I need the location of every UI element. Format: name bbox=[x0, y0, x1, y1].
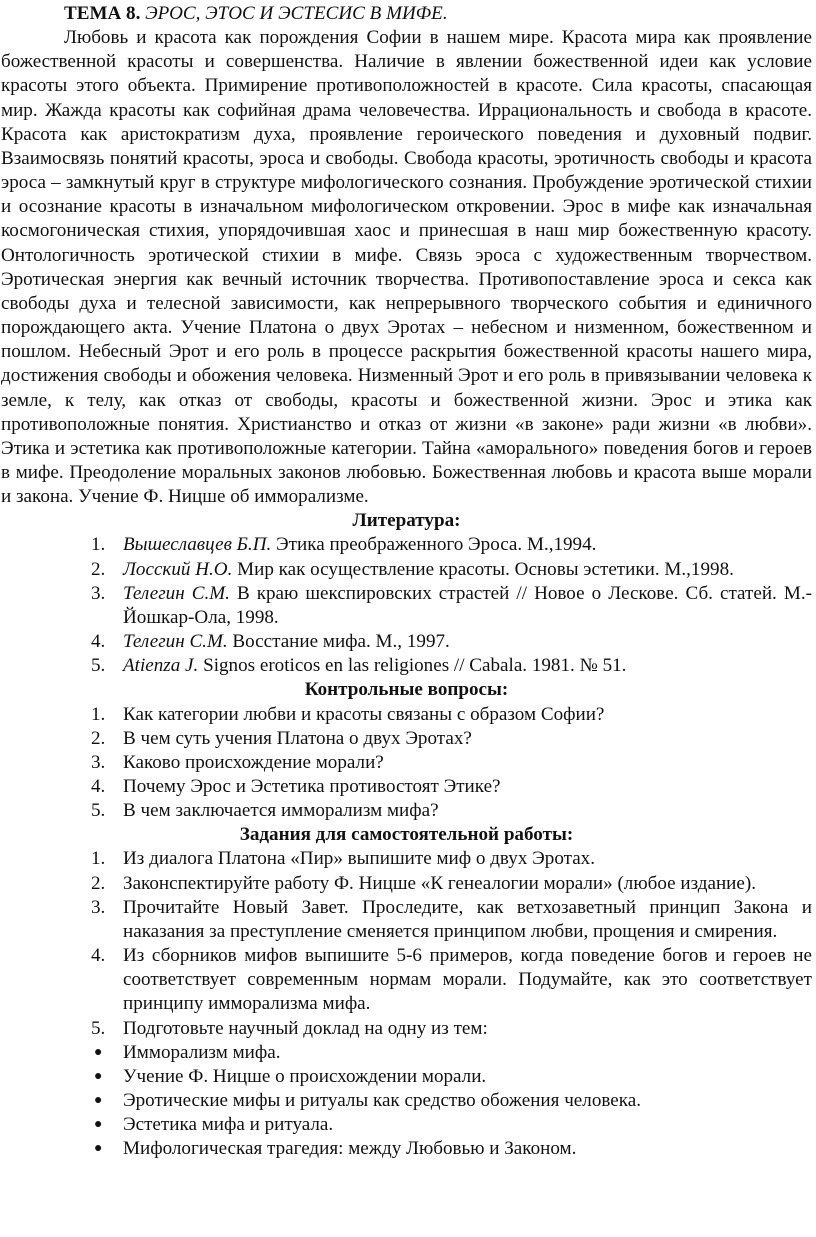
report-topic-item bbox=[1, 1065, 812, 1089]
list-number: 4. bbox=[91, 631, 106, 653]
topic-label: ТЕМА 8. bbox=[64, 3, 141, 24]
tasks-list bbox=[1, 847, 812, 1040]
report-topic-text: Имморализм мифа. bbox=[123, 1041, 281, 1063]
report-topics-list bbox=[1, 1041, 812, 1162]
list-number: 1. bbox=[91, 534, 106, 556]
list-number: 3. bbox=[91, 582, 106, 604]
literature-item bbox=[1, 533, 812, 557]
list-number: 5. bbox=[91, 655, 106, 677]
literature-item bbox=[1, 558, 812, 582]
literature-author: Телегин С.М. bbox=[123, 582, 230, 604]
literature-author: Телегин С.М. bbox=[123, 631, 228, 653]
tasks-section bbox=[1, 823, 812, 1161]
task-text: Подготовьте научный доклад на одну из тем: bbox=[123, 1017, 488, 1039]
topic-heading bbox=[1, 2, 812, 26]
literature-author: Atienza J. bbox=[123, 655, 199, 677]
task-text: Законспектируйте работу Ф. Ницше «К генеалогии морали» (любое издание). bbox=[123, 872, 756, 894]
literature-title: Этика преображенного Эроса. М.,1994. bbox=[271, 534, 597, 556]
list-number: 1. bbox=[91, 703, 106, 725]
report-topic-item bbox=[1, 1113, 812, 1137]
report-topic-item bbox=[1, 1137, 812, 1161]
questions-section bbox=[1, 678, 812, 823]
list-number: 3. bbox=[91, 751, 106, 773]
list-number: 4. bbox=[91, 945, 106, 967]
report-topic-text: Эстетика мифа и ритуала. bbox=[123, 1114, 334, 1136]
question-text: Как категории любви и красоты связаны с образом Софии? bbox=[123, 703, 605, 725]
bullet-icon: ● bbox=[94, 1093, 103, 1109]
question-text: Почему Эрос и Эстетика противостоят Этике? bbox=[123, 776, 501, 797]
question-text: В чем заключается имморализм мифа? bbox=[123, 800, 439, 822]
list-number: 4. bbox=[91, 776, 106, 797]
question-item bbox=[1, 727, 812, 751]
report-topic-item bbox=[1, 1041, 812, 1065]
questions-list bbox=[1, 703, 812, 824]
questions-heading: Контрольные вопросы: bbox=[304, 679, 509, 701]
question-text: В чем суть учения Платона о двух Эротах? bbox=[123, 727, 472, 749]
tasks-heading: Задания для самостоятельной работы: bbox=[239, 824, 574, 846]
task-text: Из диалога Платона «Пир» выпишите миф о двух Эротах. bbox=[123, 848, 595, 870]
literature-list bbox=[1, 533, 812, 678]
literature-item bbox=[1, 630, 812, 654]
bullet-icon: ● bbox=[94, 1044, 103, 1060]
list-number: 5. bbox=[91, 1017, 106, 1039]
literature-section bbox=[1, 509, 812, 678]
question-text: Каково происхождение морали? bbox=[123, 751, 384, 773]
task-item bbox=[1, 1017, 812, 1041]
report-topic-item bbox=[1, 1089, 812, 1113]
report-topic-text: Учение Ф. Ницше о происхождении морали. bbox=[123, 1065, 487, 1087]
literature-title: Signos eroticos en las religiones // Cabala. 1981. № 51. bbox=[198, 655, 627, 677]
literature-item bbox=[1, 654, 812, 678]
question-item bbox=[1, 799, 812, 823]
bullet-icon: ● bbox=[94, 1068, 103, 1084]
list-number: 5. bbox=[91, 800, 106, 822]
list-number: 2. bbox=[91, 558, 106, 580]
task-text: Прочитайте Новый Завет. Проследите, как ветхозаветный принцип Закона и наказания за преступление сменяется принципом любви, прощения и смирения. bbox=[123, 896, 812, 942]
question-item bbox=[1, 775, 812, 799]
literature-author: Лосский Н.О. bbox=[123, 558, 233, 580]
task-item bbox=[1, 896, 812, 944]
literature-item bbox=[1, 582, 812, 630]
task-text: Из сборников мифов выпишите 5-6 примеров, когда поведение богов и героев не соответствует современным нормам морали. Подумайте, как это соответствует принципу имморализма мифа. bbox=[123, 945, 812, 1015]
report-topic-text: Мифологическая трагедия: между Любовью и Законом. bbox=[123, 1138, 577, 1160]
question-item bbox=[1, 751, 812, 775]
task-item bbox=[1, 847, 812, 871]
list-number: 1. bbox=[91, 848, 106, 870]
bullet-icon: ● bbox=[94, 1141, 103, 1157]
topic-title: ЭРОС, ЭТОС И ЭСТЕСИС В МИФЕ. bbox=[145, 3, 448, 24]
question-item bbox=[1, 703, 812, 727]
bullet-icon: ● bbox=[94, 1117, 103, 1133]
literature-author: Вышеславцев Б.П. bbox=[123, 534, 272, 556]
list-number: 2. bbox=[91, 872, 106, 894]
list-number: 2. bbox=[91, 727, 106, 749]
literature-title: В краю шекспировских страстей // Новое о Лескове. Сб. статей. М.-Йошкар-Ола, 1998. bbox=[123, 582, 812, 628]
task-item bbox=[1, 944, 812, 1016]
list-number: 3. bbox=[91, 896, 106, 918]
literature-heading: Литература: bbox=[352, 510, 461, 532]
literature-title: Мир как осуществление красоты. Основы эстетики. М.,1998. bbox=[232, 558, 734, 580]
literature-title: Восстание мифа. М., 1997. bbox=[227, 631, 450, 653]
task-item bbox=[1, 872, 812, 896]
body-paragraph: Любовь и красота как порождения Софии в нашем мире. Красота мира как проявление божественной красоты и совершенства. Наличие в явлении божественной идеи как условие красоты этого объекта. Примирение противоположностей в красоте. Сила красоты, спасающая мир. Жажда красоты как софийная драма человечества. Иррациональность и свобода в красоте. Красота как аристократизм духа, проявление героического поведения и духовный подвиг. Взаимосвязь понятий красоты, эроса и свободы. Свобода красоты, эротичность свободы и красота эроса – замкнутый круг в структуре мифологического сознания. Пробуждение эротической стихии и осознание красоты в изначальном мифологическом откровении. Эрос в мифе как изначальная космогоническая стихия, упорядочившая хаос и принесшая в наш мир божественную красоту. Онтологичность эротической стихии в мифе. Связь эроса с художественным творчеством. Эротическая энергия как вечный источник творчества. Противопоставление эроса и секса как свободы духа и телесной зависимости, как непрерывного творческого события и единичного порождающего акта. Учение Платона о двух Эротах – небесном и низменном, божественном и пошлом. Небесный Эрот и его роль в процессе раскрытия божественной красоты нашего мира, достижения свободы и обожения человека. Низменный Эрот и его роль в привязывании человека к земле, к телу, как отказ от свободы, красоты и божественной жизни. Эрос и этика как противоположные понятия. Христианство и отказ от жизни «в законе» ради жизни «в любви». Этика и эстетика как противоположные категории. Тайна «аморального» поведения богов и героев в мифе. Преодоление моральных законов любовью. Божественная любовь и красота выше морали и закона. Учение Ф. Ницше об имморализме. bbox=[1, 27, 812, 508]
report-topic-text: Эротические мифы и ритуалы как средство обожения человека. bbox=[123, 1090, 641, 1112]
